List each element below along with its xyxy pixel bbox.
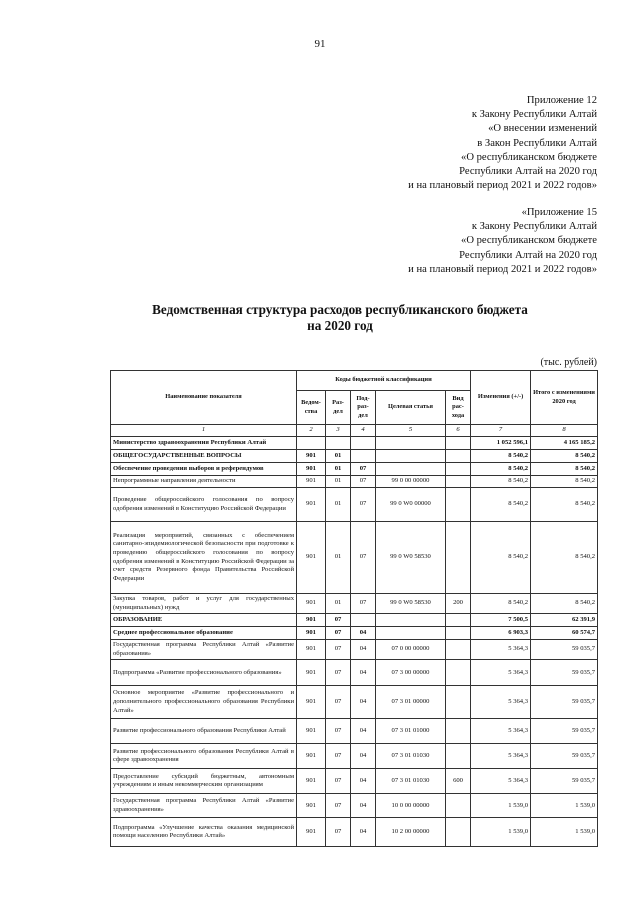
- table-row: [111, 769, 598, 794]
- cell-ved: 901: [297, 660, 326, 686]
- header-ved: Ведом-ства: [297, 391, 326, 425]
- title-line-2: на 2020 год: [307, 318, 373, 333]
- cell-razdel: 07: [326, 794, 351, 818]
- cell-ved: 901: [297, 719, 326, 744]
- cell-target: 07 3 00 00000: [376, 660, 446, 686]
- cell-vid: [446, 614, 471, 627]
- table-row: [111, 522, 598, 594]
- unit-label: (тыс. рублей): [540, 357, 597, 368]
- cell-change: 7 500,5: [471, 614, 531, 627]
- cell-vid: [446, 450, 471, 463]
- cell-total: 59 035,7: [531, 686, 598, 719]
- cell-ved: 901: [297, 522, 326, 594]
- cell-podrazdel: 04: [351, 744, 376, 769]
- cell-name: Реализация мероприятий, связанных с обеспечением санитарно-эпидемиологической безопасности при подготовке к проведению общероссийского голосования по вопросу одобрения изменений в Конституцию Российской Федерации за счет средств Резервного фонда Правительства Российской Федерации: [111, 522, 297, 594]
- cell-razdel: 01: [326, 522, 351, 594]
- cell-podrazdel: 07: [351, 476, 376, 488]
- cell-podrazdel: 07: [351, 594, 376, 614]
- cell-ved: 901: [297, 627, 326, 640]
- cell-vid: [446, 640, 471, 660]
- cell-target: 99 0 W0 00000: [376, 488, 446, 522]
- cell-razdel: 01: [326, 476, 351, 488]
- cell-target: 10 2 00 00000: [376, 818, 446, 847]
- cell-target: [376, 437, 446, 450]
- cell-change: 1 539,0: [471, 818, 531, 847]
- document-title: [0, 302, 640, 334]
- cell-name: Среднее профессиональное образование: [111, 627, 297, 640]
- cell-razdel: 07: [326, 660, 351, 686]
- cell-name: Основное мероприятие «Развитие профессионального и дополнительного профессионального образования Республики Алтай»: [111, 686, 297, 719]
- title-line-1: Ведомственная структура расходов республиканского бюджета: [152, 302, 528, 317]
- cell-change: 6 903,3: [471, 627, 531, 640]
- cell-vid: [446, 627, 471, 640]
- cell-podrazdel: [351, 450, 376, 463]
- table-row: [111, 450, 598, 463]
- cell-name: Обеспечение проведения выборов и референдумов: [111, 463, 297, 476]
- cell-razdel: 07: [326, 744, 351, 769]
- table-row: [111, 794, 598, 818]
- header-codes: Коды бюджетной классификации: [297, 371, 471, 391]
- cell-vid: [446, 476, 471, 488]
- cell-vid: [446, 522, 471, 594]
- table-row: [111, 594, 598, 614]
- index-cell: 2: [297, 425, 326, 437]
- cell-name: Министерство здравоохранения Республики Алтай: [111, 437, 297, 450]
- cell-change: 5 364,3: [471, 769, 531, 794]
- cell-change: 1 539,0: [471, 794, 531, 818]
- cell-name: Государственная программа Республики Алтай «Развитие образования»: [111, 640, 297, 660]
- cell-change: 5 364,3: [471, 660, 531, 686]
- cell-target: 10 0 00 00000: [376, 794, 446, 818]
- table-row: [111, 686, 598, 719]
- cell-change: 8 540,2: [471, 463, 531, 476]
- cell-vid: [446, 719, 471, 744]
- header-target: Целевая статья: [376, 391, 446, 425]
- cell-name: ОБЩЕГОСУДАРСТВЕННЫЕ ВОПРОСЫ: [111, 450, 297, 463]
- cell-podrazdel: 04: [351, 719, 376, 744]
- cell-target: 99 0 W0 58530: [376, 522, 446, 594]
- table-row: [111, 476, 598, 488]
- cell-razdel: 07: [326, 627, 351, 640]
- cell-total: 59 035,7: [531, 769, 598, 794]
- cell-total: 60 574,7: [531, 627, 598, 640]
- cell-name: Развитие профессионального образования Республики Алтай: [111, 719, 297, 744]
- cell-change: 8 540,2: [471, 488, 531, 522]
- cell-name: Проведение общероссийского голосования по вопросу одобрения изменений в Конституцию Российской Федерации: [111, 488, 297, 522]
- cell-change: 1 052 596,1: [471, 437, 531, 450]
- appendix-line: к Закону Республики Алтай: [471, 221, 597, 233]
- index-row: [111, 425, 598, 437]
- cell-vid: [446, 794, 471, 818]
- cell-target: 99 0 W0 58530: [376, 594, 446, 614]
- cell-razdel: [326, 437, 351, 450]
- cell-razdel: 01: [326, 488, 351, 522]
- cell-name: Подпрограмма «Улучшение качества оказания медицинской помощи населению Республики Алтай»: [111, 818, 297, 847]
- cell-ved: 901: [297, 488, 326, 522]
- cell-razdel: 07: [326, 686, 351, 719]
- index-cell: 4: [351, 425, 376, 437]
- table-row: [111, 627, 598, 640]
- table-row: [111, 660, 598, 686]
- cell-ved: 901: [297, 594, 326, 614]
- cell-podrazdel: 04: [351, 686, 376, 719]
- cell-target: 07 3 01 01030: [376, 744, 446, 769]
- table-row: [111, 744, 598, 769]
- cell-total: 62 391,9: [531, 614, 598, 627]
- cell-target: [376, 450, 446, 463]
- cell-vid: [446, 660, 471, 686]
- cell-total: 59 035,7: [531, 744, 598, 769]
- table-row: [111, 463, 598, 476]
- appendix-line: в Закон Республики Алтай: [477, 137, 597, 149]
- cell-podrazdel: [351, 614, 376, 627]
- cell-target: 07 3 01 00000: [376, 686, 446, 719]
- cell-vid: [446, 488, 471, 522]
- cell-razdel: 07: [326, 719, 351, 744]
- header-razdel: Раз-дел: [326, 391, 351, 425]
- cell-target: [376, 463, 446, 476]
- index-cell: 3: [326, 425, 351, 437]
- cell-change: 8 540,2: [471, 522, 531, 594]
- cell-vid: [446, 818, 471, 847]
- cell-ved: 901: [297, 450, 326, 463]
- appendix-line: «О республиканском бюджете: [461, 151, 597, 163]
- table-row: [111, 437, 598, 450]
- budget-table: [110, 370, 598, 847]
- appendix-line: Республики Алтай на 2020 год: [459, 249, 597, 261]
- cell-total: 8 540,2: [531, 488, 598, 522]
- page-number: 91: [314, 38, 326, 50]
- cell-vid: [446, 744, 471, 769]
- appendix-12-block: [408, 94, 597, 193]
- cell-name: ОБРАЗОВАНИЕ: [111, 614, 297, 627]
- cell-target: [376, 627, 446, 640]
- cell-total: 8 540,2: [531, 476, 598, 488]
- cell-target: 99 0 00 00000: [376, 476, 446, 488]
- cell-ved: 901: [297, 794, 326, 818]
- appendix-line: и на плановый период 2021 и 2022 годов»: [408, 180, 597, 192]
- table-row: [111, 614, 598, 627]
- appendix-line: Республики Алтай на 2020 год: [459, 166, 597, 178]
- appendix-line: «О внесении изменений: [488, 123, 597, 135]
- cell-vid: [446, 463, 471, 476]
- header-podrazdel: Под-раз-дел: [351, 391, 376, 425]
- appendix-15-block: [408, 206, 597, 277]
- index-cell: 8: [531, 425, 598, 437]
- cell-target: 07 0 00 00000: [376, 640, 446, 660]
- cell-total: 59 035,7: [531, 660, 598, 686]
- cell-podrazdel: 04: [351, 769, 376, 794]
- cell-vid: [446, 437, 471, 450]
- index-cell: 1: [111, 425, 297, 437]
- cell-total: 59 035,7: [531, 719, 598, 744]
- cell-change: 8 540,2: [471, 476, 531, 488]
- appendix-line: к Закону Республики Алтай: [471, 109, 597, 121]
- cell-change: 5 364,3: [471, 719, 531, 744]
- appendix-line: «Приложение 15: [521, 207, 597, 218]
- cell-razdel: 07: [326, 614, 351, 627]
- cell-ved: 901: [297, 686, 326, 719]
- cell-change: 5 364,3: [471, 686, 531, 719]
- cell-name: Предоставление субсидий бюджетным, автономным учреждениям и иным некоммерческим организациям: [111, 769, 297, 794]
- cell-total: 1 539,0: [531, 794, 598, 818]
- cell-name: Непрограммные направления деятельности: [111, 476, 297, 488]
- cell-total: 4 165 185,2: [531, 437, 598, 450]
- cell-razdel: 07: [326, 640, 351, 660]
- cell-ved: [297, 437, 326, 450]
- cell-podrazdel: 07: [351, 522, 376, 594]
- header-total: Итого с изменениями 2020 год: [531, 371, 598, 425]
- cell-total: 8 540,2: [531, 450, 598, 463]
- cell-name: Развитие профессионального образования Республики Алтай в сфере здравоохранения: [111, 744, 297, 769]
- cell-podrazdel: [351, 437, 376, 450]
- cell-vid: 200: [446, 594, 471, 614]
- cell-ved: 901: [297, 744, 326, 769]
- table-row: [111, 818, 598, 847]
- cell-target: [376, 614, 446, 627]
- table-row: [111, 640, 598, 660]
- cell-vid: 600: [446, 769, 471, 794]
- cell-change: 8 540,2: [471, 594, 531, 614]
- cell-razdel: 07: [326, 818, 351, 847]
- cell-name: Закупка товаров, работ и услуг для государственных (муниципальных) нужд: [111, 594, 297, 614]
- cell-total: 1 539,0: [531, 818, 598, 847]
- cell-name: Подпрограмма «Развитие профессионального образования»: [111, 660, 297, 686]
- cell-total: 8 540,2: [531, 463, 598, 476]
- header-vid: Вид рас-хода: [446, 391, 471, 425]
- index-cell: 6: [446, 425, 471, 437]
- table-row: [111, 488, 598, 522]
- index-cell: 7: [471, 425, 531, 437]
- cell-name: Государственная программа Республики Алтай «Развитие здравоохранения»: [111, 794, 297, 818]
- cell-total: 8 540,2: [531, 522, 598, 594]
- header-name: Наименование показателя: [111, 371, 297, 425]
- cell-ved: 901: [297, 614, 326, 627]
- cell-podrazdel: 04: [351, 660, 376, 686]
- cell-target: 07 3 01 01000: [376, 719, 446, 744]
- index-cell: 5: [376, 425, 446, 437]
- cell-podrazdel: 07: [351, 488, 376, 522]
- cell-total: 59 035,7: [531, 640, 598, 660]
- appendix-line: Приложение 12: [526, 95, 597, 106]
- cell-vid: [446, 686, 471, 719]
- cell-ved: 901: [297, 476, 326, 488]
- cell-change: 5 364,3: [471, 640, 531, 660]
- cell-razdel: 01: [326, 594, 351, 614]
- cell-razdel: 01: [326, 450, 351, 463]
- cell-ved: 901: [297, 463, 326, 476]
- table-row: [111, 719, 598, 744]
- cell-change: 8 540,2: [471, 450, 531, 463]
- cell-razdel: 07: [326, 769, 351, 794]
- appendix-line: и на плановый период 2021 и 2022 годов»: [408, 263, 597, 275]
- cell-podrazdel: 04: [351, 794, 376, 818]
- cell-podrazdel: 04: [351, 818, 376, 847]
- cell-podrazdel: 04: [351, 627, 376, 640]
- cell-ved: 901: [297, 769, 326, 794]
- cell-total: 8 540,2: [531, 594, 598, 614]
- cell-podrazdel: 07: [351, 463, 376, 476]
- cell-change: 5 364,3: [471, 744, 531, 769]
- cell-razdel: 01: [326, 463, 351, 476]
- appendix-line: «О республиканском бюджете: [461, 235, 597, 247]
- cell-ved: 901: [297, 818, 326, 847]
- cell-podrazdel: 04: [351, 640, 376, 660]
- cell-target: 07 3 01 01030: [376, 769, 446, 794]
- header-change: Изменения (+/-): [471, 371, 531, 425]
- cell-ved: 901: [297, 640, 326, 660]
